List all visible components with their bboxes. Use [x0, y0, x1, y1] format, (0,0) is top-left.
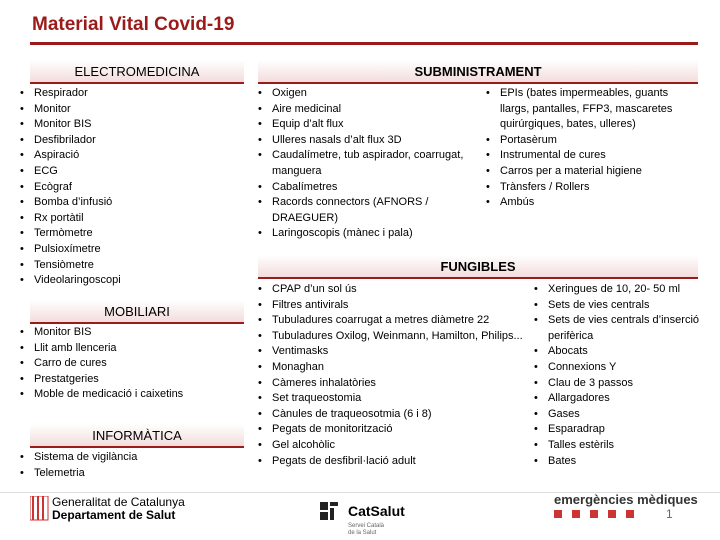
list-item: • Tubuladures coarrugat a metres diàmetre 22 [258, 313, 528, 329]
list-item: • Monaghan [258, 360, 528, 376]
list-item: • Pulsioxímetre [20, 242, 250, 258]
list-item: • Instrumental de cures [486, 148, 700, 164]
mobiliari-header: MOBILIARI [30, 300, 244, 324]
list-item: • Allargadores [534, 391, 700, 407]
list-item: • Portasèrum [486, 133, 700, 149]
generalitat-line2: Departament de Salut [52, 508, 176, 522]
list-item: • Pegats de desfibril·lació adult [258, 454, 528, 470]
informatica-header: INFORMÀTICA [30, 424, 244, 448]
list-item: • Càmeres inhalatòries [258, 376, 528, 392]
list-item: • Gel alcohòlic [258, 438, 528, 454]
list-item: • Respirador [20, 86, 250, 102]
electromedicina-header: ELECTROMEDICINA [30, 60, 244, 84]
list-item: • Ulleres nasals d’alt flux 3D [258, 133, 466, 149]
list-item: • Laringoscopis (mànec i pala) [258, 226, 466, 242]
list-item: • Monitor BIS [20, 117, 250, 133]
electromedicina-list [20, 86, 250, 289]
list-item: • Xeringues de 10, 20- 50 ml [534, 282, 700, 298]
list-item: • Aire medicinal [258, 102, 466, 118]
generalitat-text [52, 496, 185, 522]
catsalut-sub-line2: de la Salut [348, 530, 377, 536]
list-item: • Trànsfers / Rollers [486, 180, 700, 196]
catsalut-logo-icon [318, 500, 344, 524]
emergencies-squares-icon [554, 510, 654, 520]
list-item: • Talles estèrils [534, 438, 700, 454]
list-item: • Ventimasks [258, 344, 528, 360]
list-item: • Bomba d’infusió [20, 195, 250, 211]
list-item: • Rx portàtil [20, 211, 250, 227]
catsalut-name: CatSalut [348, 503, 405, 519]
informatica-list [20, 450, 250, 481]
list-item: • Oxigen [258, 86, 466, 102]
list-item: • Connexions Y [534, 360, 700, 376]
list-item: • Sistema de vigilància [20, 450, 250, 466]
generalitat-line1: Generalitat de Catalunya [52, 495, 185, 509]
list-item: • Caudalímetre, tub aspirador, coarrugat, manguera [258, 148, 466, 179]
list-item: • Carro de cures [20, 356, 250, 372]
list-item: • Monitor [20, 102, 250, 118]
page-title: Material Vital Covid-19 [32, 14, 235, 35]
list-item: • ECG [20, 164, 250, 180]
fungibles-header: FUNGIBLES [258, 255, 698, 279]
list-item: • Set traqueostomia [258, 391, 528, 407]
list-item: • Llit amb llenceria [20, 341, 250, 357]
list-item: • Bates [534, 454, 700, 470]
list-item: • Ecògraf [20, 180, 250, 196]
list-item: • Filtres antivirals [258, 298, 528, 314]
list-item: • Ambús [486, 195, 700, 211]
list-item: • Termòmetre [20, 226, 250, 242]
generalitat-logo [30, 496, 50, 522]
list-item: • Moble de medicació i caixetins [20, 387, 250, 403]
list-item: • Pegats de monitorització [258, 422, 528, 438]
list-item: • CPAP d’un sol ús [258, 282, 528, 298]
list-item: • Cabalímetres [258, 180, 466, 196]
emergencies-medicals-logo: emergències mèdiques [554, 492, 698, 507]
mobiliari-list [20, 325, 250, 403]
list-item: • Desfibrilador [20, 133, 250, 149]
list-item: • Clau de 3 passos [534, 376, 700, 392]
list-item: • Videolaringoscopi [20, 273, 250, 289]
subministrament-header: SUBMINISTRAMENT [258, 60, 698, 84]
catsalut-subtitle [348, 523, 384, 537]
list-item: • Tensiòmetre [20, 258, 250, 274]
list-item: • EPIs (bates impermeables, guants llargs, pantalles, FFP3, mascaretes quirúrgiques, bates, ulleres) [486, 86, 700, 133]
list-item: • Tubuladures Oxilog, Weinmann, Hamilton, Philips... [258, 329, 528, 345]
page-number: 1 [666, 507, 673, 521]
list-item: • Abocats [534, 344, 700, 360]
list-item: • Telemetria [20, 466, 250, 482]
title-rule [30, 42, 698, 45]
list-item: • Carros per a material higiene [486, 164, 700, 180]
fungibles-list-right [534, 282, 700, 469]
list-item: • Gases [534, 407, 700, 423]
list-item: • Aspiració [20, 148, 250, 164]
subministrament-list-right [486, 86, 700, 211]
list-item: • Esparadrap [534, 422, 700, 438]
catsalut-sub-line1: Servei Català [348, 523, 385, 529]
list-item: • Equip d’alt flux [258, 117, 466, 133]
list-item: • Prestatgeries [20, 372, 250, 388]
list-item: • Cànules de traqueosotmia (6 i 8) [258, 407, 528, 423]
subministrament-list-left [258, 86, 466, 242]
list-item: • Racords connectors (AFNORS / DRAEGUER) [258, 195, 466, 226]
list-item: • Monitor BIS [20, 325, 250, 341]
list-item: • Sets de vies centrals [534, 298, 700, 314]
list-item: • Sets de vies centrals d’inserció perifèrica [534, 313, 700, 344]
fungibles-list-left [258, 282, 528, 469]
